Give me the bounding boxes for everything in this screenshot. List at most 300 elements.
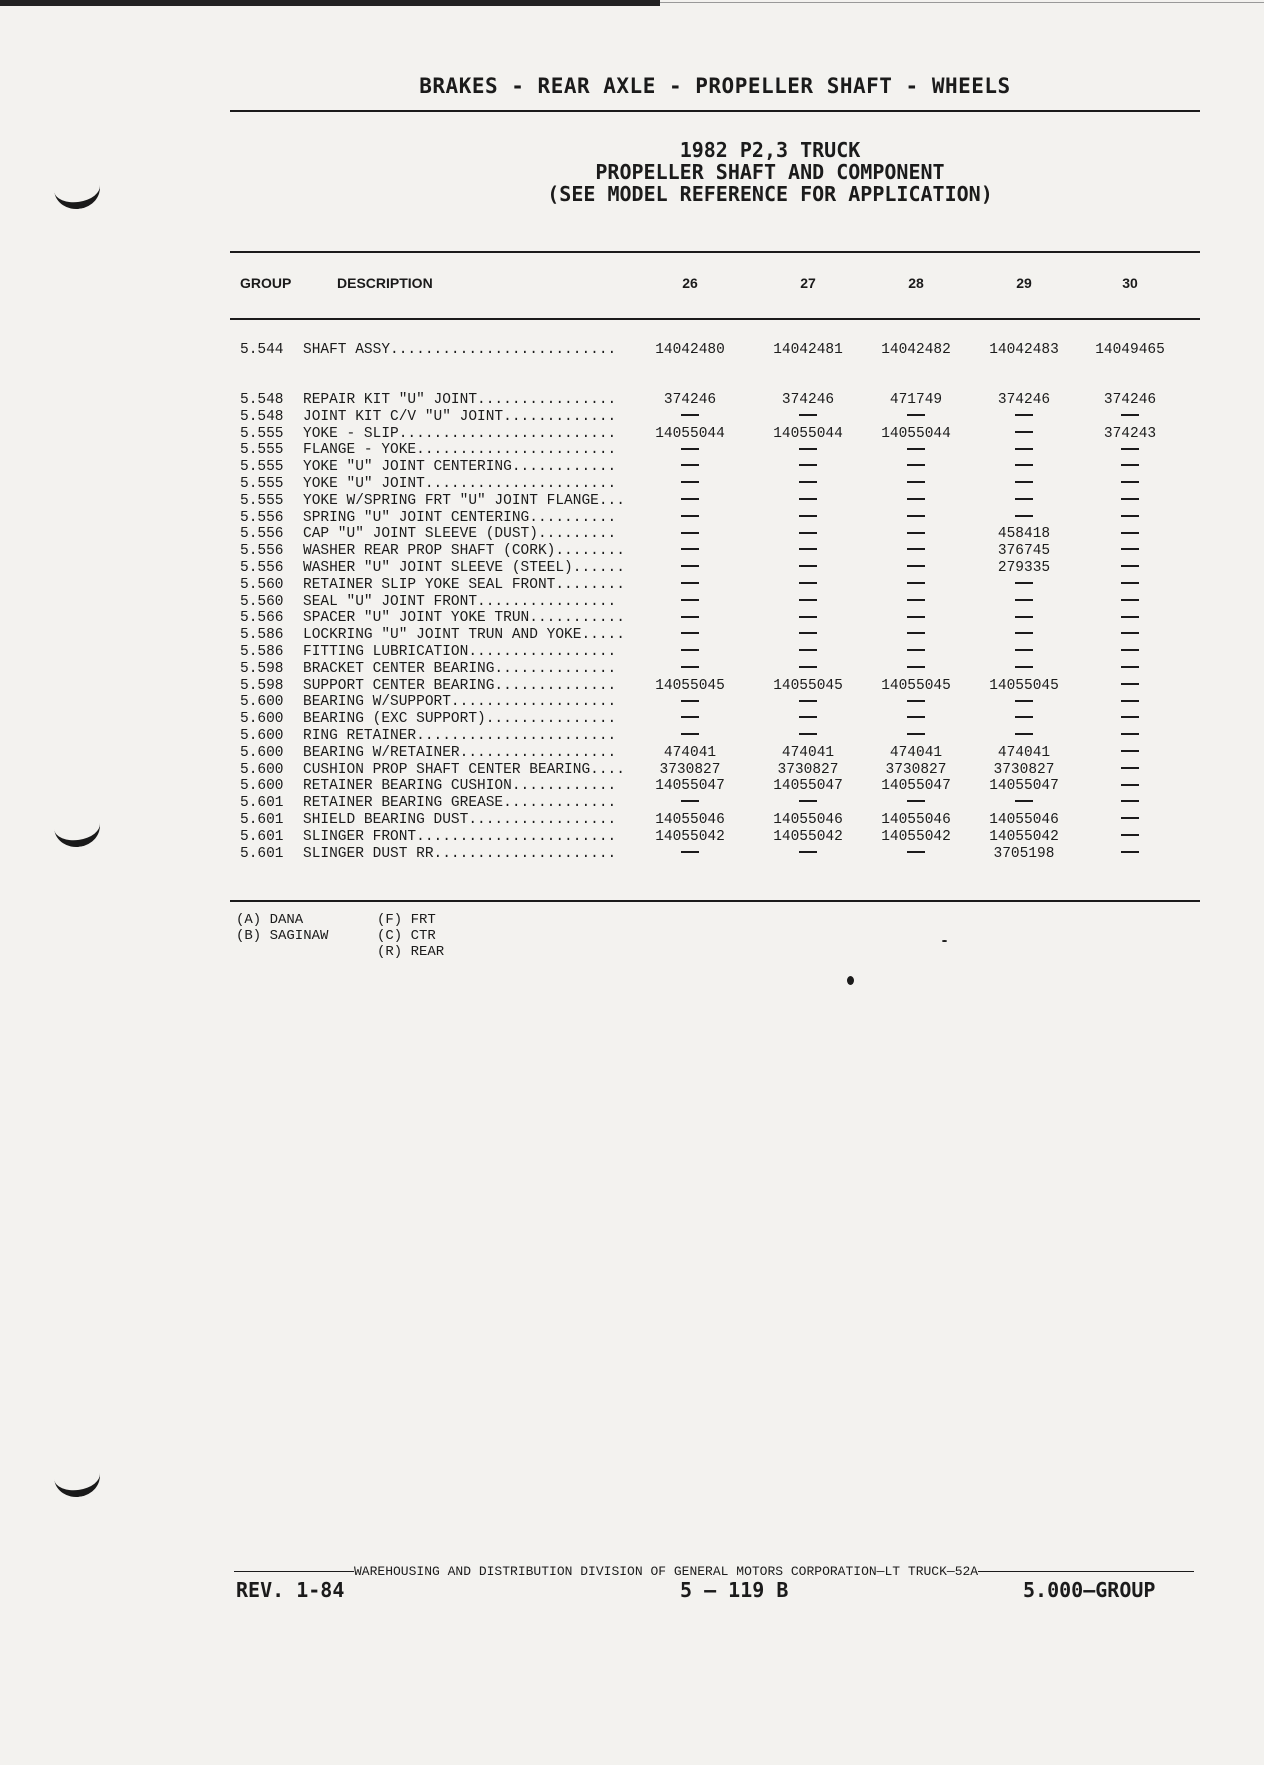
empty-part-cell <box>758 711 858 728</box>
part-number-cell: 14055047 <box>989 778 1059 795</box>
empty-part-cell <box>1080 762 1180 779</box>
dash-mark <box>907 498 925 500</box>
dash-mark <box>799 498 817 500</box>
empty-part-cell <box>974 493 1074 510</box>
empty-part-cell <box>758 543 858 560</box>
empty-part-cell <box>758 560 858 577</box>
empty-part-cell <box>1080 560 1180 577</box>
dash-mark <box>799 548 817 550</box>
dash-mark <box>1015 733 1033 735</box>
note-item: (C) CTR <box>377 928 436 944</box>
empty-part-cell <box>640 409 740 426</box>
note-item: (A) DANA <box>236 912 304 928</box>
empty-part-cell <box>866 510 966 527</box>
description-cell: SUPPORT CENTER BEARING.............. <box>303 677 617 694</box>
empty-part-cell <box>974 577 1074 594</box>
dash-mark <box>681 548 699 550</box>
empty-part-cell <box>974 711 1074 728</box>
table-row <box>0 812 1264 829</box>
dash-mark <box>1015 414 1033 416</box>
dash-mark <box>1015 666 1033 668</box>
empty-part-cell <box>974 426 1074 443</box>
table-row <box>0 694 1264 711</box>
description-cell: WASHER REAR PROP SHAFT (CORK)........ <box>303 543 625 560</box>
empty-part-cell <box>758 510 858 527</box>
empty-part-cell <box>1080 459 1180 476</box>
empty-part-cell <box>758 661 858 678</box>
description-cell: YOKE "U" JOINT CENTERING............ <box>303 459 617 476</box>
group-cell: 5.600 <box>240 744 284 761</box>
empty-part-cell <box>866 560 966 577</box>
empty-part-cell <box>758 846 858 863</box>
empty-part-cell <box>866 577 966 594</box>
dash-mark <box>1015 481 1033 483</box>
empty-part-cell <box>640 476 740 493</box>
empty-part-cell <box>1080 610 1180 627</box>
dash-mark <box>1121 767 1139 769</box>
group-cell: 5.556 <box>240 509 284 526</box>
group-cell: 5.598 <box>240 677 284 694</box>
table-row <box>0 728 1264 745</box>
group-cell: 5.600 <box>240 711 284 728</box>
empty-part-cell <box>974 594 1074 611</box>
dash-mark <box>1121 515 1139 517</box>
dash-mark <box>907 448 925 450</box>
description-cell: FLANGE - YOKE....................... <box>303 442 617 459</box>
dash-mark <box>1015 448 1033 450</box>
part-number-cell: 3730827 <box>777 761 839 778</box>
dash-mark <box>907 800 925 802</box>
table-top-rule <box>230 251 1200 253</box>
description-cell: SHIELD BEARING DUST................. <box>303 812 617 828</box>
dash-mark <box>907 582 925 584</box>
dash-mark <box>1121 414 1139 416</box>
empty-part-cell <box>866 493 966 510</box>
description-cell: BRACKET CENTER BEARING.............. <box>303 660 617 677</box>
dash-mark <box>1121 599 1139 601</box>
table-row <box>0 594 1264 611</box>
description-cell: SHAFT ASSY.......................... <box>303 342 617 358</box>
dash-mark <box>907 733 925 735</box>
column-header-description: DESCRIPTION <box>337 275 433 291</box>
empty-part-cell <box>974 728 1074 745</box>
dash-mark <box>1121 733 1139 735</box>
empty-part-cell <box>758 644 858 661</box>
group-cell: 5.555 <box>240 425 284 442</box>
footer-division-text: WAREHOUSING AND DISTRIBUTION DIVISION OF GENERAL MOTORS CORPORATION—LT TRUCK—52A <box>354 1564 979 1579</box>
dash-mark <box>681 616 699 618</box>
dash-mark <box>1121 498 1139 500</box>
scan-speck <box>847 976 854 985</box>
empty-part-cell <box>866 610 966 627</box>
part-number-cell: 3730827 <box>659 761 721 778</box>
dash-mark <box>681 700 699 702</box>
group-cell: 5.586 <box>240 644 284 660</box>
group-cell: 5.600 <box>240 728 284 744</box>
part-number-cell: 14055045 <box>881 677 951 694</box>
dash-mark <box>1015 498 1033 500</box>
dash-mark <box>907 632 925 634</box>
note-item: (R) REAR <box>377 944 445 960</box>
empty-part-cell <box>974 661 1074 678</box>
table-row <box>0 510 1264 527</box>
table-row <box>0 493 1264 510</box>
empty-part-cell <box>1080 846 1180 863</box>
column-header-30: 30 <box>1122 275 1138 291</box>
part-number-cell: 14055042 <box>773 828 843 845</box>
empty-part-cell <box>1080 543 1180 560</box>
empty-part-cell <box>1080 442 1180 459</box>
dash-mark <box>1121 481 1139 483</box>
dash-mark <box>1121 716 1139 718</box>
dash-mark <box>681 649 699 651</box>
empty-part-cell <box>640 543 740 560</box>
group-cell: 5.560 <box>240 593 284 610</box>
table-row <box>0 409 1264 426</box>
empty-part-cell <box>640 627 740 644</box>
empty-part-cell <box>866 795 966 812</box>
part-number-cell: 14042482 <box>881 342 951 358</box>
empty-part-cell <box>758 409 858 426</box>
group-cell: 5.555 <box>240 476 284 492</box>
part-number-cell: 474041 <box>997 744 1051 761</box>
dash-mark <box>1121 548 1139 550</box>
empty-part-cell <box>640 694 740 711</box>
table-row <box>0 342 1264 359</box>
dash-mark <box>799 851 817 853</box>
dash-mark <box>681 498 699 500</box>
scan-edge-thin <box>660 2 1264 3</box>
part-number-cell: 458418 <box>997 526 1051 543</box>
empty-part-cell <box>758 476 858 493</box>
empty-part-cell <box>758 795 858 812</box>
empty-part-cell <box>866 476 966 493</box>
empty-part-cell <box>1080 476 1180 493</box>
dash-mark <box>799 716 817 718</box>
table-row <box>0 661 1264 678</box>
footer-rule-left <box>234 1571 354 1572</box>
dash-mark <box>681 464 699 466</box>
part-number-cell: 474041 <box>781 744 835 761</box>
dash-mark <box>681 666 699 668</box>
empty-part-cell <box>1080 493 1180 510</box>
footer-revision: REV. 1-84 <box>236 1578 345 1602</box>
dash-mark <box>681 414 699 416</box>
page-title <box>230 139 1200 205</box>
dash-mark <box>1121 532 1139 534</box>
empty-part-cell <box>640 594 740 611</box>
part-number-cell: 14055044 <box>655 425 725 442</box>
empty-part-cell <box>640 577 740 594</box>
group-cell: 5.555 <box>240 459 284 476</box>
part-number-cell: 14055046 <box>881 812 951 828</box>
part-number-cell: 471749 <box>889 392 943 408</box>
empty-part-cell <box>974 627 1074 644</box>
part-number-cell: 474041 <box>889 744 943 761</box>
table-row <box>0 778 1264 795</box>
empty-part-cell <box>974 476 1074 493</box>
empty-part-cell <box>866 711 966 728</box>
part-number-cell: 474041 <box>663 744 717 761</box>
empty-part-cell <box>866 644 966 661</box>
dash-mark <box>681 481 699 483</box>
dash-mark <box>1121 683 1139 685</box>
table-row <box>0 829 1264 846</box>
header-bottom-rule <box>230 318 1200 320</box>
empty-part-cell <box>640 846 740 863</box>
empty-part-cell <box>1080 812 1180 829</box>
empty-part-cell <box>758 728 858 745</box>
dash-mark <box>1121 817 1139 819</box>
dash-mark <box>907 700 925 702</box>
dash-mark <box>1121 834 1139 836</box>
notes-right <box>377 912 444 960</box>
part-number-cell: 14055046 <box>989 812 1059 828</box>
group-cell: 5.601 <box>240 795 284 812</box>
dash-mark <box>907 649 925 651</box>
table-row <box>0 627 1264 644</box>
group-cell: 5.556 <box>240 526 284 543</box>
empty-part-cell <box>758 442 858 459</box>
description-cell: LOCKRING "U" JOINT TRUN AND YOKE..... <box>303 627 625 644</box>
dash-mark <box>799 515 817 517</box>
part-number-cell: 14055042 <box>655 828 725 845</box>
dash-mark <box>799 565 817 567</box>
dash-mark <box>1015 599 1033 601</box>
empty-part-cell <box>974 459 1074 476</box>
dash-mark <box>799 532 817 534</box>
dash-mark <box>1015 632 1033 634</box>
group-cell: 5.548 <box>240 392 284 408</box>
part-number-cell: 14055042 <box>989 828 1059 845</box>
empty-part-cell <box>974 610 1074 627</box>
empty-part-cell <box>758 627 858 644</box>
group-cell: 5.601 <box>240 828 284 845</box>
title-line: PROPELLER SHAFT AND COMPONENT <box>595 160 945 184</box>
dash-mark <box>1121 448 1139 450</box>
dash-mark <box>1015 616 1033 618</box>
punch-hole-mark <box>51 165 102 212</box>
empty-part-cell <box>1080 745 1180 762</box>
part-number-cell: 14055044 <box>881 425 951 442</box>
empty-part-cell <box>1080 627 1180 644</box>
empty-part-cell <box>974 694 1074 711</box>
table-row <box>0 795 1264 812</box>
empty-part-cell <box>1080 829 1180 846</box>
description-cell: REPAIR KIT "U" JOINT................ <box>303 392 617 408</box>
empty-part-cell <box>974 795 1074 812</box>
dash-mark <box>681 599 699 601</box>
dash-mark <box>681 532 699 534</box>
empty-part-cell <box>640 644 740 661</box>
empty-part-cell <box>640 560 740 577</box>
empty-part-cell <box>640 442 740 459</box>
header-rule <box>230 110 1200 112</box>
part-number-cell: 14055045 <box>773 677 843 694</box>
dash-mark <box>799 448 817 450</box>
part-number-cell: 14042480 <box>655 342 725 358</box>
empty-part-cell <box>1080 526 1180 543</box>
dash-mark <box>681 733 699 735</box>
description-cell: SEAL "U" JOINT FRONT................ <box>303 593 617 610</box>
dash-mark <box>681 851 699 853</box>
dash-mark <box>1015 582 1033 584</box>
group-cell: 5.586 <box>240 627 284 644</box>
title-line: (SEE MODEL REFERENCE FOR APPLICATION) <box>547 182 993 206</box>
table-row <box>0 476 1264 493</box>
scan-edge <box>0 0 660 6</box>
empty-part-cell <box>758 610 858 627</box>
column-header-29: 29 <box>1016 275 1032 291</box>
part-number-cell: 14055045 <box>989 677 1059 694</box>
empty-part-cell <box>1080 778 1180 795</box>
description-cell: JOINT KIT C/V "U" JOINT............. <box>303 408 617 425</box>
part-number-cell: 14055047 <box>773 778 843 795</box>
scan-speck <box>942 940 947 942</box>
description-cell: BEARING W/SUPPORT................... <box>303 694 617 711</box>
empty-part-cell <box>866 409 966 426</box>
table-bottom-rule <box>230 900 1200 902</box>
table-row <box>0 459 1264 476</box>
dash-mark <box>799 599 817 601</box>
column-header-28: 28 <box>908 275 924 291</box>
description-cell: YOKE - SLIP......................... <box>303 425 617 442</box>
empty-part-cell <box>640 459 740 476</box>
dash-mark <box>799 464 817 466</box>
part-number-cell: 374246 <box>997 392 1051 408</box>
empty-part-cell <box>640 795 740 812</box>
empty-part-cell <box>640 493 740 510</box>
footer-group: 5.000—GROUP <box>1023 1578 1156 1602</box>
table-row <box>0 426 1264 443</box>
part-number-cell: 14055045 <box>655 677 725 694</box>
empty-part-cell <box>866 543 966 560</box>
empty-part-cell <box>1080 678 1180 695</box>
description-cell: SLINGER FRONT....................... <box>303 828 617 845</box>
empty-part-cell <box>640 661 740 678</box>
empty-part-cell <box>974 442 1074 459</box>
empty-part-cell <box>1080 594 1180 611</box>
part-number-cell: 14055047 <box>655 778 725 795</box>
dash-mark <box>907 481 925 483</box>
group-cell: 5.598 <box>240 660 284 677</box>
part-number-cell: 14055046 <box>773 812 843 828</box>
footer-page-number: 5 — 119 B <box>680 1578 789 1602</box>
description-cell: CUSHION PROP SHAFT CENTER BEARING.... <box>303 761 625 778</box>
description-cell: RING RETAINER....................... <box>303 728 617 744</box>
group-cell: 5.566 <box>240 610 284 627</box>
section-title: BRAKES - REAR AXLE - PROPELLER SHAFT - WHEELS <box>419 74 1011 98</box>
table-row <box>0 762 1264 779</box>
empty-part-cell <box>1080 661 1180 678</box>
part-number-cell: 3730827 <box>885 761 947 778</box>
dash-mark <box>1121 464 1139 466</box>
dash-mark <box>1015 431 1033 433</box>
dash-mark <box>1121 632 1139 634</box>
part-number-cell: 279335 <box>997 560 1051 576</box>
note-item: (B) SAGINAW <box>236 928 329 944</box>
empty-part-cell <box>640 711 740 728</box>
dash-mark <box>681 716 699 718</box>
dash-mark <box>799 700 817 702</box>
empty-part-cell <box>758 459 858 476</box>
dash-mark <box>1121 649 1139 651</box>
dash-mark <box>799 632 817 634</box>
group-cell: 5.555 <box>240 492 284 509</box>
part-number-cell: 14055042 <box>881 828 951 845</box>
dash-mark <box>1015 649 1033 651</box>
column-header-26: 26 <box>682 275 698 291</box>
empty-part-cell <box>1080 728 1180 745</box>
empty-part-cell <box>1080 694 1180 711</box>
dash-mark <box>681 448 699 450</box>
notes-left <box>236 912 328 944</box>
description-cell: WASHER "U" JOINT SLEEVE (STEEL)...... <box>303 560 625 576</box>
table-row <box>0 560 1264 577</box>
empty-part-cell <box>640 728 740 745</box>
punch-hole-mark <box>51 1453 102 1500</box>
description-cell: SLINGER DUST RR..................... <box>303 845 617 862</box>
dash-mark <box>1015 800 1033 802</box>
empty-part-cell <box>640 510 740 527</box>
dash-mark <box>1121 616 1139 618</box>
part-number-cell: 14049465 <box>1095 342 1165 358</box>
table-row <box>0 678 1264 695</box>
part-number-cell: 14055044 <box>773 425 843 442</box>
empty-part-cell <box>1080 577 1180 594</box>
table-row <box>0 526 1264 543</box>
table-row <box>0 644 1264 661</box>
description-cell: RETAINER BEARING GREASE............. <box>303 795 617 812</box>
table-row <box>0 392 1264 409</box>
dash-mark <box>799 800 817 802</box>
dash-mark <box>799 582 817 584</box>
note-item: (F) FRT <box>377 912 436 928</box>
dash-mark <box>907 716 925 718</box>
dash-mark <box>1015 515 1033 517</box>
dash-mark <box>1121 582 1139 584</box>
empty-part-cell <box>758 493 858 510</box>
description-cell: SPRING "U" JOINT CENTERING.......... <box>303 509 617 526</box>
empty-part-cell <box>866 526 966 543</box>
group-cell: 5.600 <box>240 761 284 778</box>
group-cell: 5.560 <box>240 576 284 593</box>
table-row <box>0 442 1264 459</box>
group-cell: 5.556 <box>240 560 284 576</box>
empty-part-cell <box>758 594 858 611</box>
empty-part-cell <box>866 459 966 476</box>
group-cell: 5.601 <box>240 845 284 862</box>
empty-part-cell <box>974 409 1074 426</box>
description-cell: YOKE W/SPRING FRT "U" JOINT FLANGE... <box>303 492 625 509</box>
description-cell: CAP "U" JOINT SLEEVE (DUST)......... <box>303 526 617 543</box>
part-number-cell: 14055047 <box>881 778 951 795</box>
dash-mark <box>799 649 817 651</box>
part-number-cell: 3705198 <box>993 845 1055 862</box>
description-cell: FITTING LUBRICATION................. <box>303 644 617 660</box>
description-cell: BEARING (EXC SUPPORT)............... <box>303 711 617 728</box>
dash-mark <box>907 532 925 534</box>
table-row <box>0 711 1264 728</box>
table-row <box>0 745 1264 762</box>
dash-mark <box>907 599 925 601</box>
footer-division-line <box>234 1564 1194 1579</box>
dash-mark <box>681 515 699 517</box>
dash-mark <box>799 666 817 668</box>
description-cell: RETAINER SLIP YOKE SEAL FRONT........ <box>303 576 625 593</box>
empty-part-cell <box>866 442 966 459</box>
empty-part-cell <box>1080 510 1180 527</box>
